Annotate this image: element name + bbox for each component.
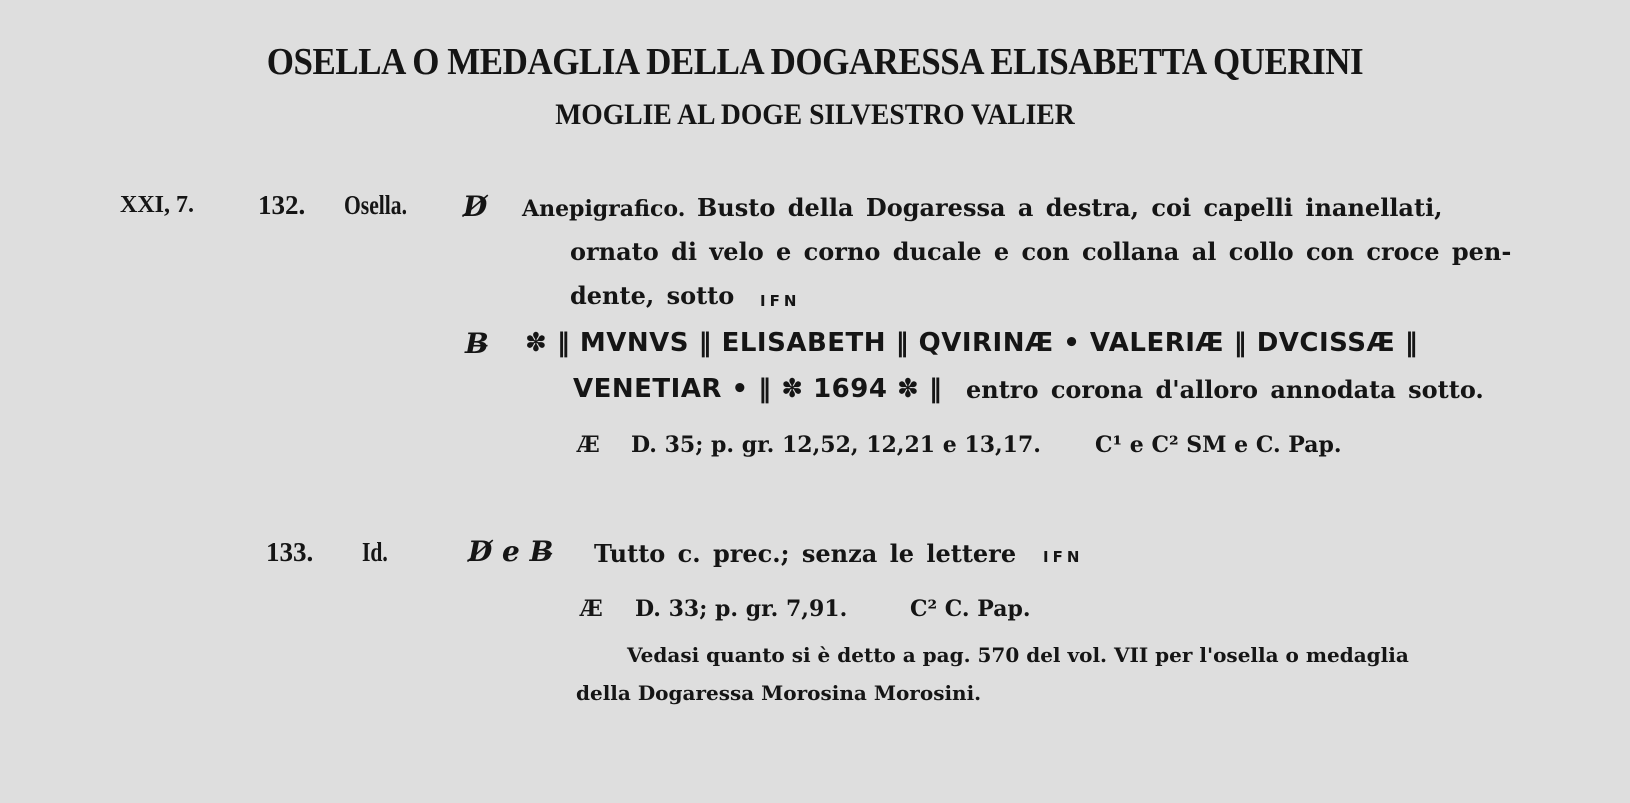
metal-mark: Æ (577, 432, 600, 458)
plate-reference: XXI, 7. (120, 192, 195, 218)
entry-description: Tutto c. prec.; senza le lettere (594, 539, 1017, 568)
note-line2: della Dogaressa Morosina Morosini. (576, 681, 982, 705)
entry-kind: Osella. (344, 190, 407, 220)
obverse-reverse-symbols: D̸ e B̶ (468, 535, 554, 568)
reverse-legend-line1: ✽ ‖ MVNVS ‖ ELISABETH ‖ QVIRINÆ • VALERIÆ ‖ DVCISSÆ ‖ (525, 328, 1419, 358)
obverse-description-line1: Busto della Dogaressa a destra, coi capelli inanellati, (697, 193, 1443, 222)
note-line1: Vedasi quanto si è detto a pag. 570 del vol. VII per l'osella o medaglia (627, 643, 1409, 667)
coin-specs: D. 35; p. gr. 12,52, 12,21 e 13,17. (631, 432, 1041, 458)
page-subtitle: MOGLIE AL DOGE SILVESTRO VALIER (555, 98, 1075, 131)
obverse-symbol: D̸ (463, 190, 488, 223)
entry-kind: Id. (362, 537, 388, 567)
reverse-symbol: B̶ (465, 327, 489, 360)
coin-specs: D. 33; p. gr. 7,91. (635, 596, 848, 622)
engraver-signature: IFN (760, 292, 801, 310)
engraver-signature: IFN (1043, 548, 1084, 566)
reverse-description: entro corona d'alloro annodata sotto. (966, 375, 1484, 404)
metal-mark: Æ (580, 596, 603, 622)
collections: C¹ e C² SM e C. Pap. (1095, 432, 1342, 458)
entry-number: 132. (258, 190, 306, 220)
collections: C² C. Pap. (910, 596, 1031, 622)
entry-number: 133. (266, 537, 314, 567)
obverse-description-line2: ornato di velo e corno ducale e con collana al collo con croce pen- (570, 237, 1512, 266)
obverse-label: Anepigrafico. (522, 196, 686, 222)
reverse-legend-line2: VENETIAR • ‖ ✽ 1694 ✽ ‖ (573, 374, 943, 404)
obverse-description-line3: dente, sotto (570, 281, 735, 310)
page-title: OSELLA O MEDAGLIA DELLA DOGARESSA ELISABETTA QUERINI (266, 41, 1364, 83)
